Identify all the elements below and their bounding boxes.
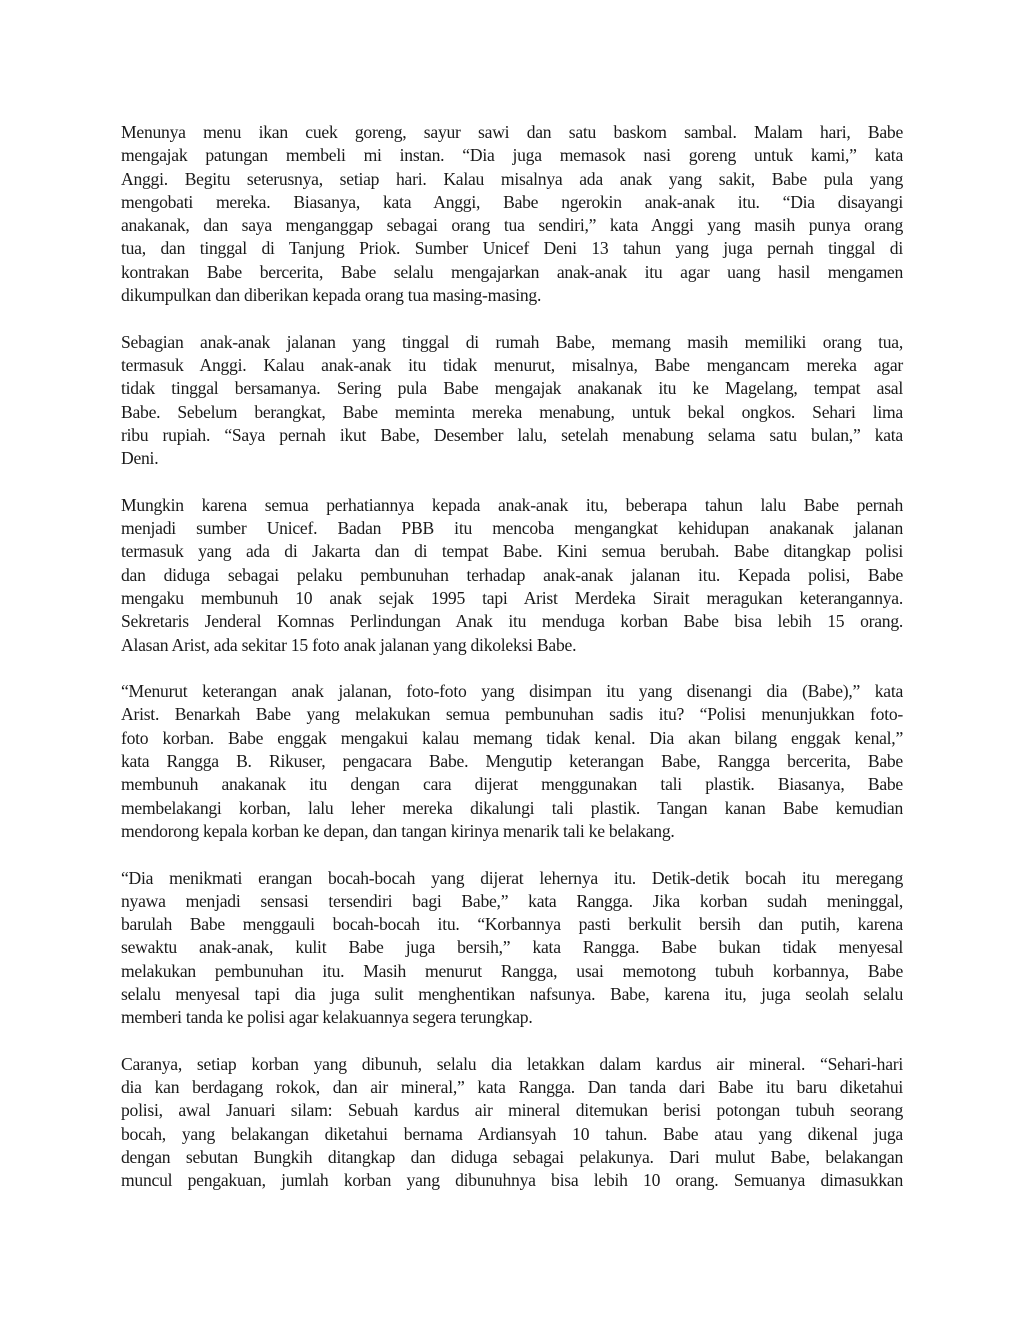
text-line: membelakangi korban, lalu leher mereka dikalungi tali plastik. Tangan kanan Babe kemudian [121,797,903,818]
paragraph [121,331,903,471]
text-line: tidak tinggal bersamanya. Sering pula Babe mengajak anakanak itu ke Magelang, tempat asal [121,378,903,399]
text-line: ribu rupiah. “Saya pernah ikut Babe, Desember lalu, setelah menabung selama satu bulan,” kata [121,424,903,445]
text-line: mengajak patungan membeli mi instan. “Dia juga memasok nasi goreng untuk kami,” kata [121,145,903,166]
text-line: Arist. Benarkah Babe yang melakukan semua pembunuhan sadis itu? “Polisi menunjukkan foto- [121,704,903,725]
text-line: selalu menyesal tapi dia juga sulit menghentikan nafsunya. Babe, karena itu, juga seolah selalu [121,983,903,1004]
text-line: tua, dan tinggal di Tanjung Priok. Sumber Unicef Deni 13 tahun yang juga pernah tinggal di [121,238,903,259]
text-line: Caranya, setiap korban yang dibunuh, selalu dia letakkan dalam kardus air mineral. “Sehari-hari [121,1053,903,1074]
text-line: dan diduga sebagai pelaku pembunuhan terhadap anak-anak jalanan itu. Kepada polisi, Babe [121,564,903,585]
text-line: nyawa menjadi sensasi tersendiri bagi Babe,” kata Rangga. Jika korban sudah meninggal, [121,890,904,911]
text-line: “Menurut keterangan anak jalanan, foto-foto yang disimpan itu yang disenangi dia (Babe),” kata [121,681,904,702]
text-line: Anggi. Begitu seterusnya, setiap hari. Kalau misalnya ada anak yang sakit, Babe pula yang [121,168,904,189]
text-line: Sebagian anak-anak jalanan yang tinggal di rumah Babe, memang masih memiliki orang tua, [121,331,903,352]
text-line: mengobati mereka. Biasanya, kata Anggi, Babe ngerokin anak-anak itu. “Dia disayangi [121,191,903,212]
paragraph [121,1053,903,1193]
paragraph [121,121,903,307]
paragraph [121,494,903,657]
text-line: barulah Babe menggauli bocah-bocah itu. “Korbannya pasti berkulit bersih dan putih, karena [121,914,903,935]
text-line: kata Rangga B. Rikuser, pengacara Babe. Mengutip keterangan Babe, Rangga bercerita, Babe [121,751,903,772]
text-line: anakanak, dan saya menganggap sebagai orang tua sendiri,” kata Anggi yang masih punya orang [121,215,903,236]
text-line: Deni. [121,448,159,469]
text-line: kontrakan Babe bercerita, Babe selalu mengajarkan anak-anak itu agar uang hasil mengamen [121,261,903,282]
text-line: Menunya menu ikan cuek goreng, sayur sawi dan satu baskom sambal. Malam hari, Babe [121,122,904,142]
text-line: termasuk Anggi. Kalau anak-anak itu tidak menurut, misalnya, Babe mengancam mereka agar [121,354,903,375]
text-line: muncul pengakuan, jumlah korban yang dibunuhnya bisa lebih 10 orang. Semuanya dimasukkan [121,1170,903,1191]
text-line: Alasan Arist, ada sekitar 15 foto anak jalanan yang dikoleksi Babe. [121,634,577,655]
paragraph [121,867,903,1030]
text-line: mendorong kepala korban ke depan, dan tangan kirinya menarik tali ke belakang. [121,820,675,841]
text-line: melakukan pembunuhan itu. Masih menurut Rangga, usai memotong tubuh korbannya, Babe [121,960,904,981]
paragraph [121,680,903,843]
text-line: membunuh anakanak itu dengan cara dijerat menggunakan tali plastik. Biasanya, Babe [121,774,903,795]
text-line: Sekretaris Jenderal Komnas Perlindungan Anak itu menduga korban Babe bisa lebih 15 orang. [121,611,904,632]
text-line: dikumpulkan dan diberikan kepada orang tua masing-masing. [121,285,542,306]
text-line: foto korban. Babe enggak mengakui kalau memang tidak kenal. Dia akan bilang enggak kenal,” [121,727,904,748]
text-line: menjadi sumber Unicef. Badan PBB itu mencoba mengangkat kehidupan anakanak jalanan [121,518,903,539]
text-line: termasuk yang ada di Jakarta dan di tempat Babe. Kini semua berubah. Babe ditangkap polisi [121,541,903,562]
text-line: polisi, awal Januari silam: Sebuah kardus air mineral ditemukan berisi potongan tubuh seorang [121,1100,903,1121]
text-line: bocah, yang belakangan diketahui bernama Ardiansyah 10 tahun. Babe atau yang dikenal juga [121,1123,903,1144]
text-line: “Dia menikmati erangan bocah-bocah yang dijerat lehernya itu. Detik-detik bocah itu meregang [121,867,904,888]
text-line: Babe. Sebelum berangkat, Babe meminta mereka menabung, untuk bekal ongkos. Sehari lima [121,401,903,422]
text-line: dia kan berdagang rokok, dan air mineral,” kata Rangga. Dan tanda dari Babe itu baru diketahui [121,1077,904,1098]
text-line: sewaktu anak-anak, kulit Babe juga bersih,” kata Rangga. Babe bukan tidak menyesal [121,937,903,958]
text-line: mengaku membunuh 10 anak sejak 1995 tapi Arist Merdeka Sirait meragukan keterangannya. [121,587,903,608]
document-body [121,121,903,1216]
text-line: dengan sebutan Bungkih ditangkap dan diduga sebagai pelakunya. Dari mulut Babe, belakangan [121,1147,903,1168]
text-line: Mungkin karena semua perhatiannya kepada anak-anak itu, beberapa tahun lalu Babe pernah [121,494,904,515]
text-line: memberi tanda ke polisi agar kelakuannya segera terungkap. [121,1007,533,1028]
